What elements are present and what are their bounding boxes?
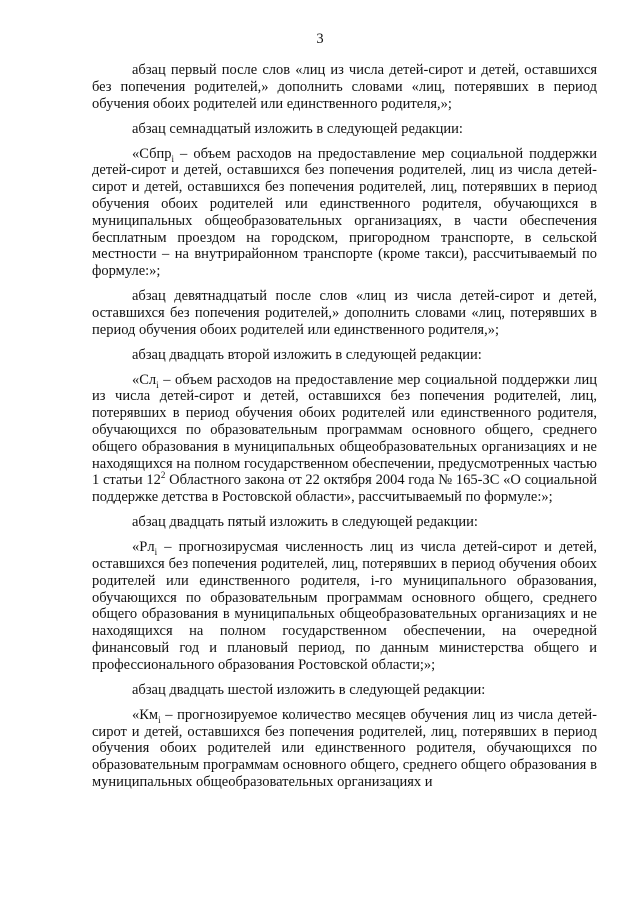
symbol-subscript: i — [154, 547, 158, 558]
paragraph-6-text: – объем расходов на предоставление мер социальной поддержки лиц из числа детей-сирот и детей, оставшихся без попечения родителей, лиц, потерявших в период обучения обоих родителей или единственного родителя, обучающихся по образовательным программам основного общего, среднего общего образования в муниципальных общеобразовательных организациях и не находящихся на полном государственном обеспечении, предусмотренных частью 1 статьи 12 — [92, 371, 597, 489]
document-body — [92, 62, 597, 791]
paragraph-1 — [92, 62, 597, 112]
paragraph-4-text: абзац девятнадцатый после слов «лиц из числа детей-сирот и детей, оставшихся без попечения родителей,» дополнить словами «лиц, потерявших в период обучения обоих родителей или единственного родителя,»; — [92, 288, 597, 338]
paragraph-9 — [92, 682, 597, 699]
page-number: 3 — [316, 31, 324, 47]
formula-symbol-km: «Км — [132, 706, 159, 723]
symbol-subscript: i — [171, 153, 175, 164]
paragraph-2-text: абзац семнадцатый изложить в следующей редакции: — [132, 120, 463, 137]
article-superscript: 2 — [160, 470, 166, 481]
paragraph-8 — [92, 539, 597, 673]
paragraph-7 — [92, 514, 597, 531]
paragraph-2 — [92, 121, 597, 138]
paragraph-4 — [92, 288, 597, 338]
paragraph-10 — [92, 707, 597, 791]
paragraph-7-text: абзац двадцать пятый изложить в следующей редакции: — [132, 514, 478, 531]
paragraph-3-text: – объем расходов на предоставление мер социальной поддержки детей-сирот и детей, оставшихся без попечения родителей, лиц из числа детей-сирот и детей, оставшихся без попечения родителей, лиц, потерявших в период обучения обоих родителей или единственного родителя, обучающихся в муниципальных общеобразовательных организациях, в части обеспечения бесплатным проездом на городском, пригородном транспорте, в сельской местности – на внутрирайонном транспорте (кроме такси), рассчитываемый по формуле:»; — [92, 145, 597, 280]
formula-symbol-rl: «Рл — [132, 539, 155, 556]
paragraph-1-text: абзац первый после слов «лиц из числа детей-сирот и детей, оставшихся без попечения родителей,» дополнить словами «лиц, потерявших в период обучения обоих родителей или единственного родителя,»; — [92, 62, 597, 112]
formula-symbol-sl: «Сл — [132, 371, 157, 388]
paragraph-10-text: – прогнозируемое количество месяцев обучения лиц из числа детей-сирот и детей, оставшихся без попечения родителей, лиц, потерявших в период обучения обоих родителей или единственного родителя, обучающихся по образовательным программам основного общего, среднего общего образования в муниципальных общеобразовательных организациях и — [92, 706, 597, 790]
paragraph-6 — [92, 372, 597, 506]
paragraph-6-text-tail: Областного закона от 22 октября 2004 года № 165-ЗС «О социальной поддержке детства в Ростовской области», рассчитываемый по формуле:»; — [92, 472, 597, 506]
paragraph-9-text: абзац двадцать шестой изложить в следующей редакции: — [132, 681, 486, 698]
paragraph-8-text: – прогнозирусмая численность лиц из числа детей-сирот и детей, оставшихся без попечения родителей, лиц, потерявших в период обучения обоих родителей или единственного родителя, i-го муниципального образования, обучающихся по образовательным программам основного общего, среднего общего образования в муниципальных общеобразовательных организациях и не находящихся на полном государственном обеспечении, на очередной финансовый год и плановый период, по данным министерства общего и профессионального образования Ростовской области;»; — [92, 539, 597, 673]
symbol-subscript: i — [156, 379, 159, 390]
symbol-subscript: i — [158, 714, 161, 725]
paragraph-5-text: абзац двадцать второй изложить в следующей редакции: — [132, 346, 482, 363]
paragraph-5 — [92, 347, 597, 364]
paragraph-3 — [92, 146, 597, 280]
formula-symbol-sbpr: «Сбпр — [132, 145, 172, 162]
